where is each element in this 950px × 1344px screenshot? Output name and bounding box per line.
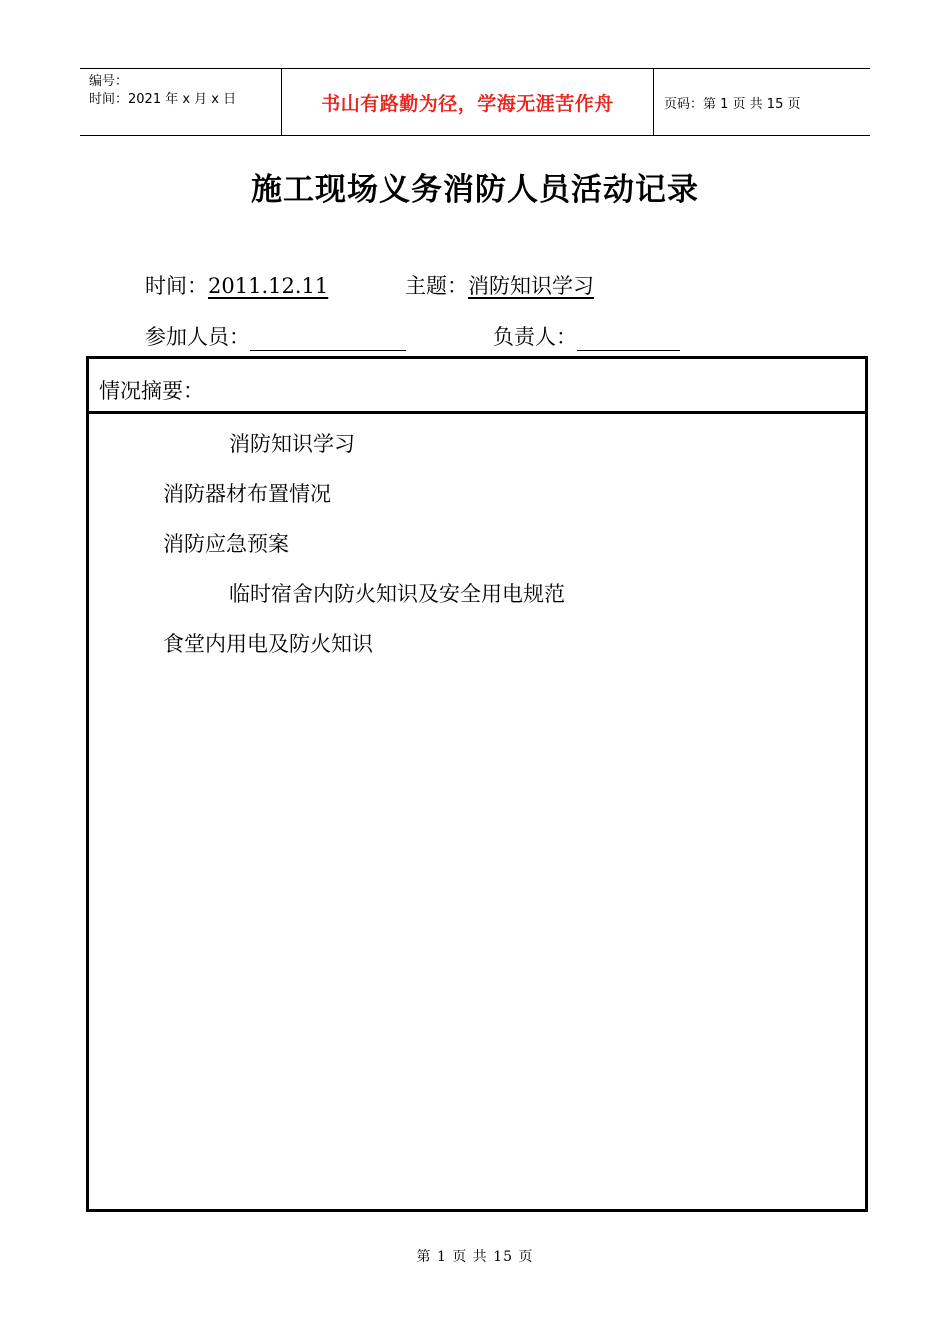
header-page-cell [654, 69, 870, 135]
page-info: 页码：第 1 页 共 15 页 [664, 96, 801, 112]
time-label: 时间： [145, 274, 208, 298]
page-title: 施工现场义务消防人员活动记录 [251, 172, 699, 208]
summary-heading: 情况摘要： [89, 359, 865, 414]
header-motto-cell [282, 69, 654, 135]
document-header [80, 68, 870, 136]
date-label: 时间：2021 年 x 月 x 日 [89, 92, 237, 107]
summary-item: 食堂内用电及防火知识 [163, 632, 373, 656]
participants-label: 参加人员： [145, 325, 250, 349]
header-info-cell [80, 69, 282, 135]
number-label: 编号： [89, 74, 129, 89]
time-row [145, 270, 328, 300]
responsible-label: 负责人： [493, 325, 577, 349]
summary-item: 消防器材布置情况 [163, 482, 331, 506]
summary-item: 临时宿舍内防火知识及安全用电规范 [229, 582, 565, 606]
summary-item: 消防应急预案 [163, 532, 289, 556]
topic-label: 主题： [405, 274, 468, 298]
participants-blank [250, 328, 406, 351]
participants-row [145, 321, 406, 351]
topic-value: 消防知识学习 [468, 274, 594, 298]
motto-text: 书山有路勤为径，学海无涯苦作舟 [321, 92, 614, 115]
responsible-blank [577, 328, 680, 351]
summary-item: 消防知识学习 [229, 432, 355, 456]
responsible-row [493, 321, 680, 351]
page-footer: 第 1 页 共 15 页 [416, 1249, 534, 1265]
time-value: 2011.12.11 [208, 274, 329, 298]
topic-row [405, 270, 594, 300]
